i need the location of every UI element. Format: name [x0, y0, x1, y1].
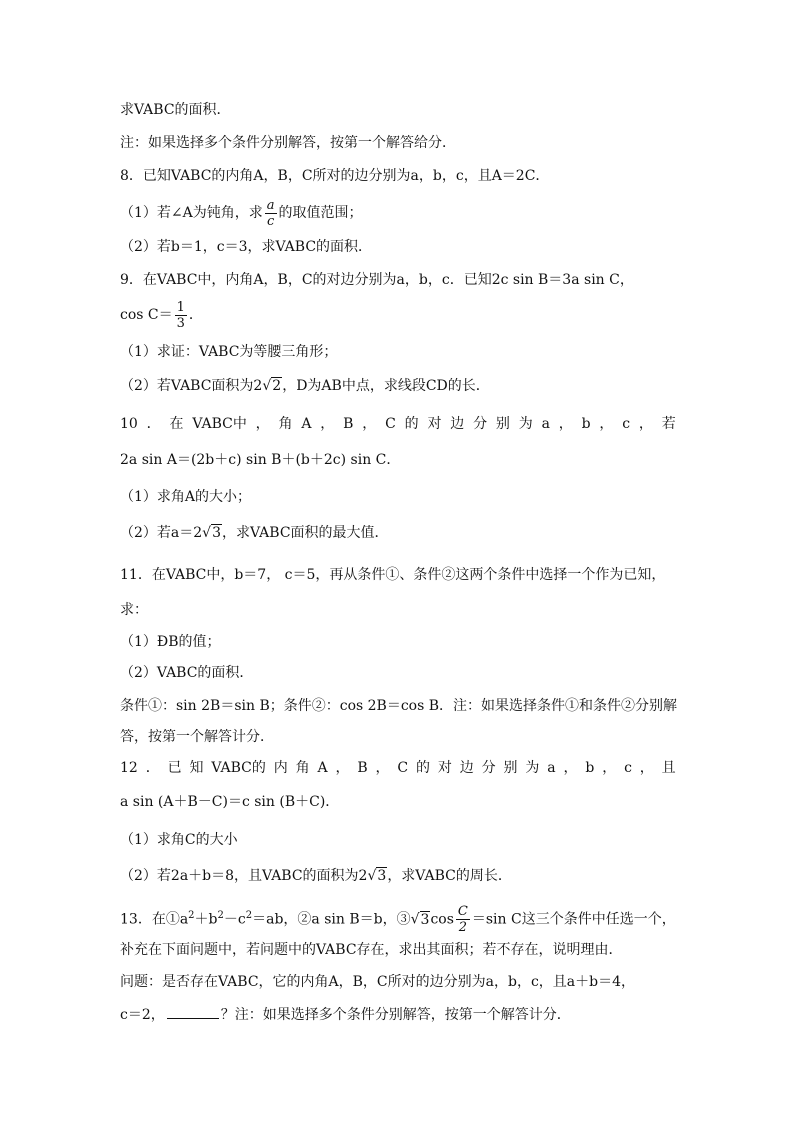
- text-line: [120, 100, 676, 120]
- text-token: 的: [404, 416, 419, 432]
- problem-11-part-1: [120, 632, 676, 652]
- text-token: A: [301, 416, 312, 432]
- text-token: 且: [661, 760, 676, 776]
- text: 问题：是否存在VABC，它的内角A，B，C所对的边分别为a，b，c，且a＋b＝4，: [120, 974, 636, 990]
- problem-9-part-1: [120, 342, 676, 362]
- text: （2）若a＝2: [120, 525, 203, 541]
- text: ．: [188, 307, 203, 323]
- text-token: 对: [427, 416, 442, 432]
- text-token: 对: [437, 760, 452, 776]
- answer-blank[interactable]: [167, 1006, 219, 1019]
- fraction-numerator: a: [266, 197, 275, 213]
- problem-9-condition: [120, 298, 676, 332]
- text-token: 角: [278, 416, 293, 432]
- problem-12-condition: [120, 792, 676, 812]
- fraction-numerator: C: [457, 904, 468, 920]
- text-token: A: [317, 760, 328, 776]
- text-token: 别: [503, 760, 518, 776]
- radicand: 3: [420, 911, 430, 928]
- text-token: VABC中: [192, 416, 247, 432]
- text-token: 内: [273, 760, 288, 776]
- text-token: 边: [459, 760, 474, 776]
- problem-11-note: [120, 727, 676, 747]
- text-token: ，: [563, 760, 578, 776]
- fraction: [265, 199, 277, 228]
- text-token: ，: [375, 760, 390, 776]
- text: a sin (A＋B－C)＝c sin (B＋C)．: [120, 794, 340, 810]
- problem-10-condition: [120, 450, 676, 470]
- fraction-denominator: c: [266, 213, 275, 229]
- text: 13．在①a: [120, 911, 189, 928]
- problem-12-part-2: [120, 866, 676, 886]
- problem-11-ask: [120, 600, 676, 620]
- fraction-denominator: 2: [458, 920, 468, 936]
- superscript: 2: [217, 910, 224, 921]
- text: 求VABC的面积．: [120, 102, 231, 118]
- text-token: ，: [362, 416, 377, 432]
- text-token: ．: [146, 416, 161, 432]
- text: 11．在VABC中，b＝7， c＝5，再从条件①、条件②这两个条件中选择一个作为已知，: [120, 567, 666, 583]
- text-token: ，: [639, 760, 654, 776]
- text: （1）求角A的大小；: [120, 489, 252, 505]
- problem-11-part-2: [120, 663, 676, 683]
- text-token: ．: [145, 760, 160, 776]
- text: 答，按第一个解答计分．: [120, 729, 274, 745]
- text-token: ，: [602, 760, 617, 776]
- text-token: c: [624, 760, 632, 776]
- text-token: a: [547, 760, 556, 776]
- fraction-denominator: 3: [176, 315, 185, 331]
- text-token: VABC的: [211, 760, 266, 776]
- text-token: 知: [189, 760, 204, 776]
- text-token: ，: [255, 416, 270, 432]
- problem-10-part-2: [120, 523, 676, 543]
- text: （2）若2a＋b＝8，且VABC的面积为2: [120, 868, 368, 884]
- text-token: ，: [638, 416, 653, 432]
- text: 求：: [120, 602, 148, 618]
- text-token: ，: [558, 416, 573, 432]
- problem-11-conditions: [120, 696, 676, 716]
- text: （2）若b＝1，c＝3，求VABC的面积．: [120, 239, 373, 255]
- text-token: 10: [120, 416, 138, 432]
- problem-8-part-2: [120, 237, 676, 257]
- problem-8-title: [120, 166, 676, 186]
- text-token: ，: [320, 416, 335, 432]
- text-token: B: [357, 760, 368, 776]
- text-token: a: [541, 416, 550, 432]
- text-token: C: [385, 416, 396, 432]
- text: （2）若VABC面积为2: [120, 378, 263, 394]
- text: （1）求角C的大小: [120, 832, 238, 848]
- text-token: B: [343, 416, 354, 432]
- sqrt-expression: √2: [262, 378, 282, 394]
- text-token: 分: [473, 416, 488, 432]
- sqrt-expression: √3: [410, 911, 430, 928]
- radicand: 2: [272, 378, 282, 394]
- problem-12-title: [120, 758, 676, 778]
- text: 补充在下面问题中，若问题中的VABC存在，求出其面积；若不存在，说明理由．: [120, 942, 623, 958]
- sqrt-expression: √3: [367, 868, 387, 884]
- text-token: c: [622, 416, 631, 432]
- radicand: 3: [212, 525, 222, 541]
- text-token: 已: [167, 760, 182, 776]
- text-token: 为: [518, 416, 533, 432]
- text-token: 别: [495, 416, 510, 432]
- text-token: 角: [295, 760, 310, 776]
- superscript: 2: [188, 910, 195, 921]
- text: c＝2，: [120, 1007, 165, 1023]
- text: （1）求证：VABC为等腰三角形；: [120, 344, 338, 360]
- text: 2a sin A＝(2b＋c) sin B＋(b＋2c) sin C．: [120, 452, 401, 468]
- radicand: 3: [377, 868, 387, 884]
- text: （1）若∠A为钝角，求: [120, 205, 263, 221]
- text: 的取值范围；: [278, 205, 363, 221]
- text: cos C＝: [120, 307, 173, 323]
- note-line: [120, 133, 676, 153]
- problem-9-title: [120, 270, 676, 290]
- text-token: 12: [120, 760, 138, 776]
- fraction-numerator: 1: [176, 299, 185, 315]
- text: ＋b: [194, 911, 218, 928]
- problem-13-line-2: [120, 940, 676, 960]
- text-token: b: [585, 760, 595, 776]
- problem-12-part-1: [120, 830, 676, 850]
- problem-10-title: [120, 414, 676, 434]
- text-token: 的: [416, 760, 430, 776]
- problem-13-question: [120, 972, 676, 992]
- problem-13-title: [120, 899, 676, 937]
- sqrt-expression: √3: [202, 525, 222, 541]
- problem-8-part-1: [120, 196, 676, 230]
- fraction: [456, 905, 470, 934]
- text: 8．已知VABC的内角A，B，C所对的边分别为a，b，c，且A＝2C．: [120, 168, 550, 184]
- text: （2）VABC的面积．: [120, 665, 254, 681]
- text-token: ，: [335, 760, 350, 776]
- text: 条件①：sin 2B＝sin B；条件②：cos 2B＝cos B．注：如果选择条件①和条件②分别解: [120, 698, 678, 714]
- text-token: b: [581, 416, 591, 432]
- text: ，D为AB中点，求线段CD的长．: [282, 378, 490, 394]
- text: 9．在VABC中，内角A，B，C的对边分别为a，b，c．已知2c sin B＝3a sin C，: [120, 272, 634, 288]
- superscript: 2: [245, 910, 253, 921]
- text: ？注：如果选择多个条件分别解答，按第一个解答计分．: [220, 1007, 571, 1023]
- text-token: 为: [525, 760, 540, 776]
- text-token: 若: [661, 416, 676, 432]
- problem-11-title: [120, 565, 676, 585]
- text-token: 边: [450, 416, 465, 432]
- text-token: 分: [481, 760, 496, 776]
- text: cos: [430, 911, 454, 928]
- text: ，求VABC的周长．: [387, 868, 512, 884]
- text-token: 在: [169, 416, 184, 432]
- text: ＝ab，②a sin B＝b，③: [252, 911, 411, 928]
- text: （1）ÐB的值；: [120, 634, 221, 650]
- text: －c: [223, 911, 246, 928]
- text: 注：如果选择多个条件分别解答，按第一个解答给分．: [120, 135, 456, 151]
- text: ，求VABC面积的最大值．: [222, 525, 389, 541]
- problem-10-part-1: [120, 487, 676, 507]
- text: ＝sin C这三个条件中任选一个，: [471, 911, 676, 928]
- problem-9-part-2: [120, 376, 676, 396]
- text-token: C: [397, 760, 409, 776]
- text-token: ，: [599, 416, 614, 432]
- problem-13-blank-line: [120, 1005, 676, 1025]
- fraction: [175, 301, 187, 330]
